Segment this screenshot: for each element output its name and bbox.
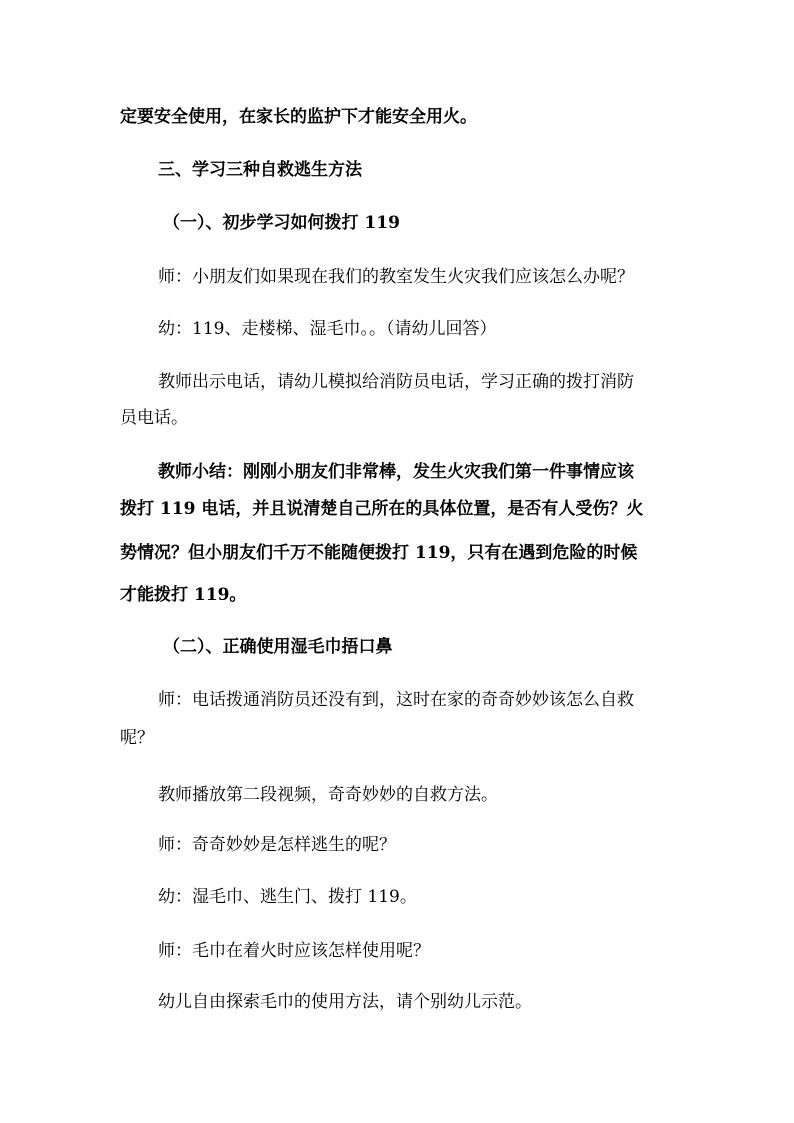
paragraph-line: 教师出示电话，请幼儿模拟给消防员电话，学习正确的拨打消防 <box>158 372 634 392</box>
paragraph-line: 幼儿自由探索毛巾的使用方法，请个别幼儿示范。 <box>158 992 532 1012</box>
summary-line: 教师小结：刚刚小朋友们非常棒，发生火灾我们第一件事情应该 <box>158 462 634 482</box>
summary-line: 拨打 119 电话，并且说清楚自己所在的具体位置，是否有人受伤？火 <box>120 499 644 519</box>
summary-line: 势情况？但小朋友们千万不能随便拨打 119，只有在遇到危险的时候 <box>120 543 638 563</box>
dialogue-line: 师：电话拨通消防员还没有到，这时在家的奇奇妙妙该怎么自救 <box>158 690 634 710</box>
paragraph-line: 教师播放第二段视频，奇奇妙妙的自救方法。 <box>158 785 498 805</box>
dialogue-line: 师：毛巾在着火时应该怎样使用呢？ <box>158 941 430 961</box>
subsection-heading: （一）、初步学习如何拨打 119 <box>163 213 400 233</box>
section-heading: 三、学习三种自救逃生方法 <box>158 160 362 180</box>
paragraph-line: 员电话。 <box>120 408 188 428</box>
summary-line: 才能拨打 119。 <box>120 585 247 605</box>
dialogue-line: 师：小朋友们如果现在我们的教室发生火灾我们应该怎么办呢？ <box>158 267 634 287</box>
dialogue-line: 幼：湿毛巾、逃生门、拨打 119。 <box>158 887 417 907</box>
dialogue-line: 呢？ <box>120 728 154 748</box>
subsection-heading: （二）、正确使用湿毛巾捂口鼻 <box>163 637 393 657</box>
dialogue-line: 师：奇奇妙妙是怎样逃生的呢？ <box>158 835 396 855</box>
paragraph-line: 定要安全使用，在家长的监护下才能安全用火。 <box>120 107 477 127</box>
dialogue-line: 幼：119、走楼梯、湿毛巾。。（请幼儿回答） <box>158 319 497 339</box>
